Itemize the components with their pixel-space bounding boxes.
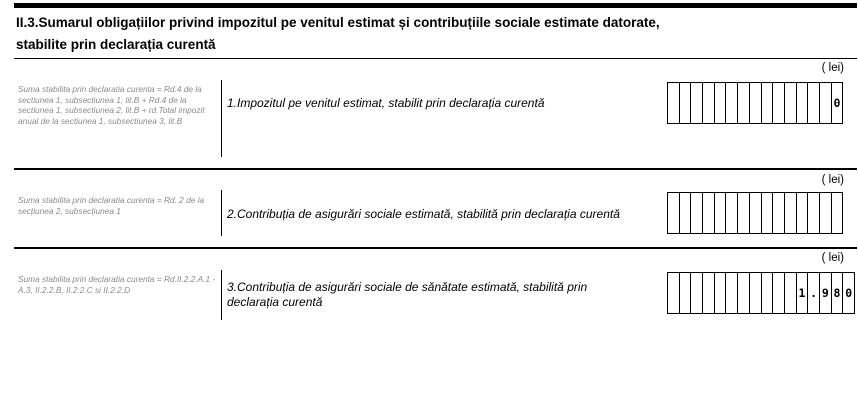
digit-cell[interactable] bbox=[750, 83, 762, 123]
digit-cell[interactable] bbox=[726, 193, 738, 233]
digit-cell[interactable] bbox=[797, 193, 809, 233]
digit-cell[interactable] bbox=[785, 193, 797, 233]
digit-cell[interactable]: 0 bbox=[843, 273, 855, 313]
row-divider bbox=[221, 80, 222, 157]
digit-cell[interactable] bbox=[820, 83, 832, 123]
digit-cell[interactable] bbox=[762, 83, 774, 123]
section-title-line2: stabilite prin declarația curentă bbox=[16, 37, 216, 52]
row-divider bbox=[221, 270, 222, 320]
digit-cell[interactable] bbox=[738, 193, 750, 233]
digit-cell[interactable] bbox=[703, 83, 715, 123]
digit-cell[interactable]: 1 bbox=[797, 273, 809, 313]
row-separator bbox=[14, 168, 857, 170]
row-divider bbox=[221, 190, 222, 236]
digit-cell[interactable] bbox=[715, 193, 727, 233]
digit-cell[interactable] bbox=[715, 83, 727, 123]
unit-label: ( lei) bbox=[821, 252, 844, 264]
digit-cell[interactable] bbox=[773, 273, 785, 313]
digit-cell[interactable]: . bbox=[808, 273, 820, 313]
digit-cell[interactable] bbox=[762, 273, 774, 313]
digit-cell[interactable] bbox=[762, 193, 774, 233]
digit-cell[interactable] bbox=[668, 273, 680, 313]
section-top-rule bbox=[14, 3, 857, 8]
digit-cell[interactable] bbox=[680, 83, 692, 123]
digit-cell[interactable] bbox=[680, 273, 692, 313]
digit-cell[interactable] bbox=[703, 193, 715, 233]
row-separator bbox=[14, 58, 857, 59]
digit-cell[interactable] bbox=[750, 273, 762, 313]
row-label-cass: 3.Contribuția de asigurări sociale de sănătate estimată, stabilită prin declarația curentă bbox=[227, 280, 588, 309]
digit-cell[interactable] bbox=[691, 83, 703, 123]
unit-label: ( lei) bbox=[821, 174, 844, 186]
amount-field-cass[interactable] bbox=[667, 272, 855, 314]
digit-cell[interactable] bbox=[668, 83, 680, 123]
digit-cell[interactable] bbox=[832, 193, 844, 233]
digit-cell[interactable] bbox=[808, 193, 820, 233]
section-title bbox=[16, 12, 836, 56]
unit-label: ( lei) bbox=[821, 62, 844, 74]
digit-cell[interactable] bbox=[738, 83, 750, 123]
digit-cell[interactable]: 8 bbox=[832, 273, 844, 313]
row-label-impozit: 1.Impozitul pe venitul estimat, stabilit prin declarația curentă bbox=[227, 96, 545, 110]
digit-cell[interactable] bbox=[808, 83, 820, 123]
row-note: Suma stabilita prin declaratia curenta = Rd.II.2.2.A.1 - A.3, II.2.2.B, II.2.2.C si II.2.2.D bbox=[18, 274, 216, 295]
digit-cell[interactable]: 0 bbox=[832, 83, 844, 123]
amount-field-cas[interactable] bbox=[667, 192, 843, 234]
digit-cell[interactable] bbox=[773, 193, 785, 233]
row-note: Suma stabilita prin declaratia curenta = Rd.4 de la sectiunea 1, subsectiunea 1, lit.B + Rd.4 de la sectiunea 1, subsectiunea 2, lit.B + rd.Total impozit anual de la sectiunea 1, subsectiunea 3, lit.B bbox=[18, 84, 205, 126]
amount-field-impozit[interactable] bbox=[667, 82, 843, 124]
digit-cell[interactable] bbox=[773, 83, 785, 123]
digit-cell[interactable] bbox=[691, 273, 703, 313]
row-separator bbox=[14, 247, 857, 249]
digit-cell[interactable] bbox=[785, 83, 797, 123]
digit-cell[interactable] bbox=[750, 193, 762, 233]
digit-cell[interactable] bbox=[738, 273, 750, 313]
section-title-line1: II.3.Sumarul obligațiilor privind impozitul pe venitul estimat și contribuțiile sociale estimate datorate, bbox=[16, 15, 660, 30]
digit-cell[interactable] bbox=[680, 193, 692, 233]
digit-cell[interactable]: 9 bbox=[820, 273, 832, 313]
digit-cell[interactable] bbox=[785, 273, 797, 313]
row-label-cas: 2.Contribuția de asigurări sociale estimată, stabilită prin declarația curentă bbox=[227, 207, 620, 221]
digit-cell[interactable] bbox=[726, 83, 738, 123]
digit-cell[interactable] bbox=[797, 83, 809, 123]
digit-cell[interactable] bbox=[703, 273, 715, 313]
digit-cell[interactable] bbox=[691, 193, 703, 233]
digit-cell[interactable] bbox=[726, 273, 738, 313]
digit-cell[interactable] bbox=[820, 193, 832, 233]
digit-cell[interactable] bbox=[715, 273, 727, 313]
digit-cell[interactable] bbox=[668, 193, 680, 233]
row-note: Suma stabilita prin declaratia curenta = Rd. 2 de la secțiunea 2, subsecțiunea 1 bbox=[18, 195, 205, 216]
